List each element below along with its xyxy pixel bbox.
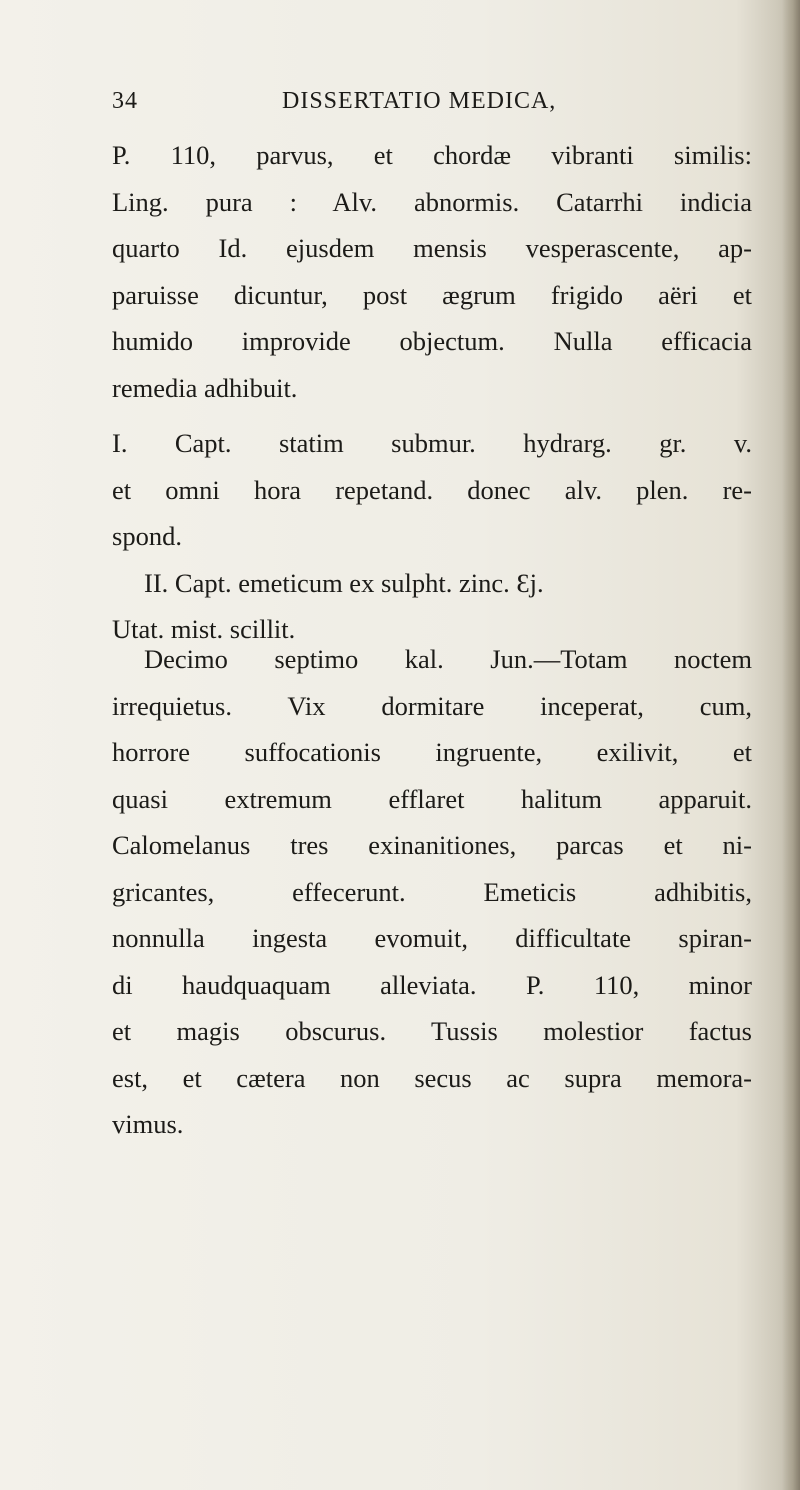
text-line: paruisse dicuntur, post ægrum frigido aëri et	[112, 279, 752, 310]
text-line: est, et cætera non secus ac supra memora-	[112, 1062, 752, 1093]
page-number: 34	[112, 88, 138, 114]
text-line: gricantes, effecerunt. Emeticis adhibitis,	[112, 876, 752, 907]
text-line: Utat. mist. scillit.	[112, 614, 296, 644]
paragraph-prescriptions	[112, 420, 752, 653]
text-line: et magis obscurus. Tussis molestior factus	[112, 1016, 752, 1046]
text-line: humido improvide objectum. Nulla efficacia	[112, 326, 752, 356]
text-line: spond.	[112, 521, 182, 551]
text-line: I. Capt. statim submur. hydrarg. gr. v.	[112, 428, 752, 458]
paragraph-day-report	[112, 636, 752, 1148]
running-head	[112, 88, 632, 124]
paragraph-pulse-description	[112, 132, 752, 411]
text-line: Decimo septimo kal. Jun.—Totam noctem	[144, 644, 752, 674]
text-line: quasi extremum efflaret halitum apparuit.	[112, 783, 752, 814]
text-line: II. Capt. emeticum ex sulpht. zinc. Ɛj.	[144, 567, 544, 598]
page-edge-shadow	[782, 0, 800, 1490]
text-line: P. 110, parvus, et chordæ vibranti similis:	[112, 140, 752, 170]
text-line: Calomelanus tres exinanitiones, parcas et ni-	[112, 830, 752, 860]
running-title: DISSERTATIO MEDICA,	[282, 88, 557, 114]
text-line: quarto Id. ejusdem mensis vesperascente, ap-	[112, 233, 752, 263]
text-line: irrequietus. Vix dormitare inceperat, cum,	[112, 690, 752, 721]
text-line: nonnulla ingesta evomuit, difficultate spiran-	[112, 923, 752, 953]
text-line: remedia adhibuit.	[112, 372, 298, 403]
text-line: vimus.	[112, 1109, 184, 1139]
text-line: di haudquaquam alleviata. P. 110, minor	[112, 969, 752, 1000]
text-line: et omni hora repetand. donec alv. plen. re-	[112, 474, 752, 505]
text-line: Ling. pura : Alv. abnormis. Catarrhi indicia	[112, 186, 752, 217]
text-line: horrore suffocationis ingruente, exilivit, et	[112, 737, 752, 767]
